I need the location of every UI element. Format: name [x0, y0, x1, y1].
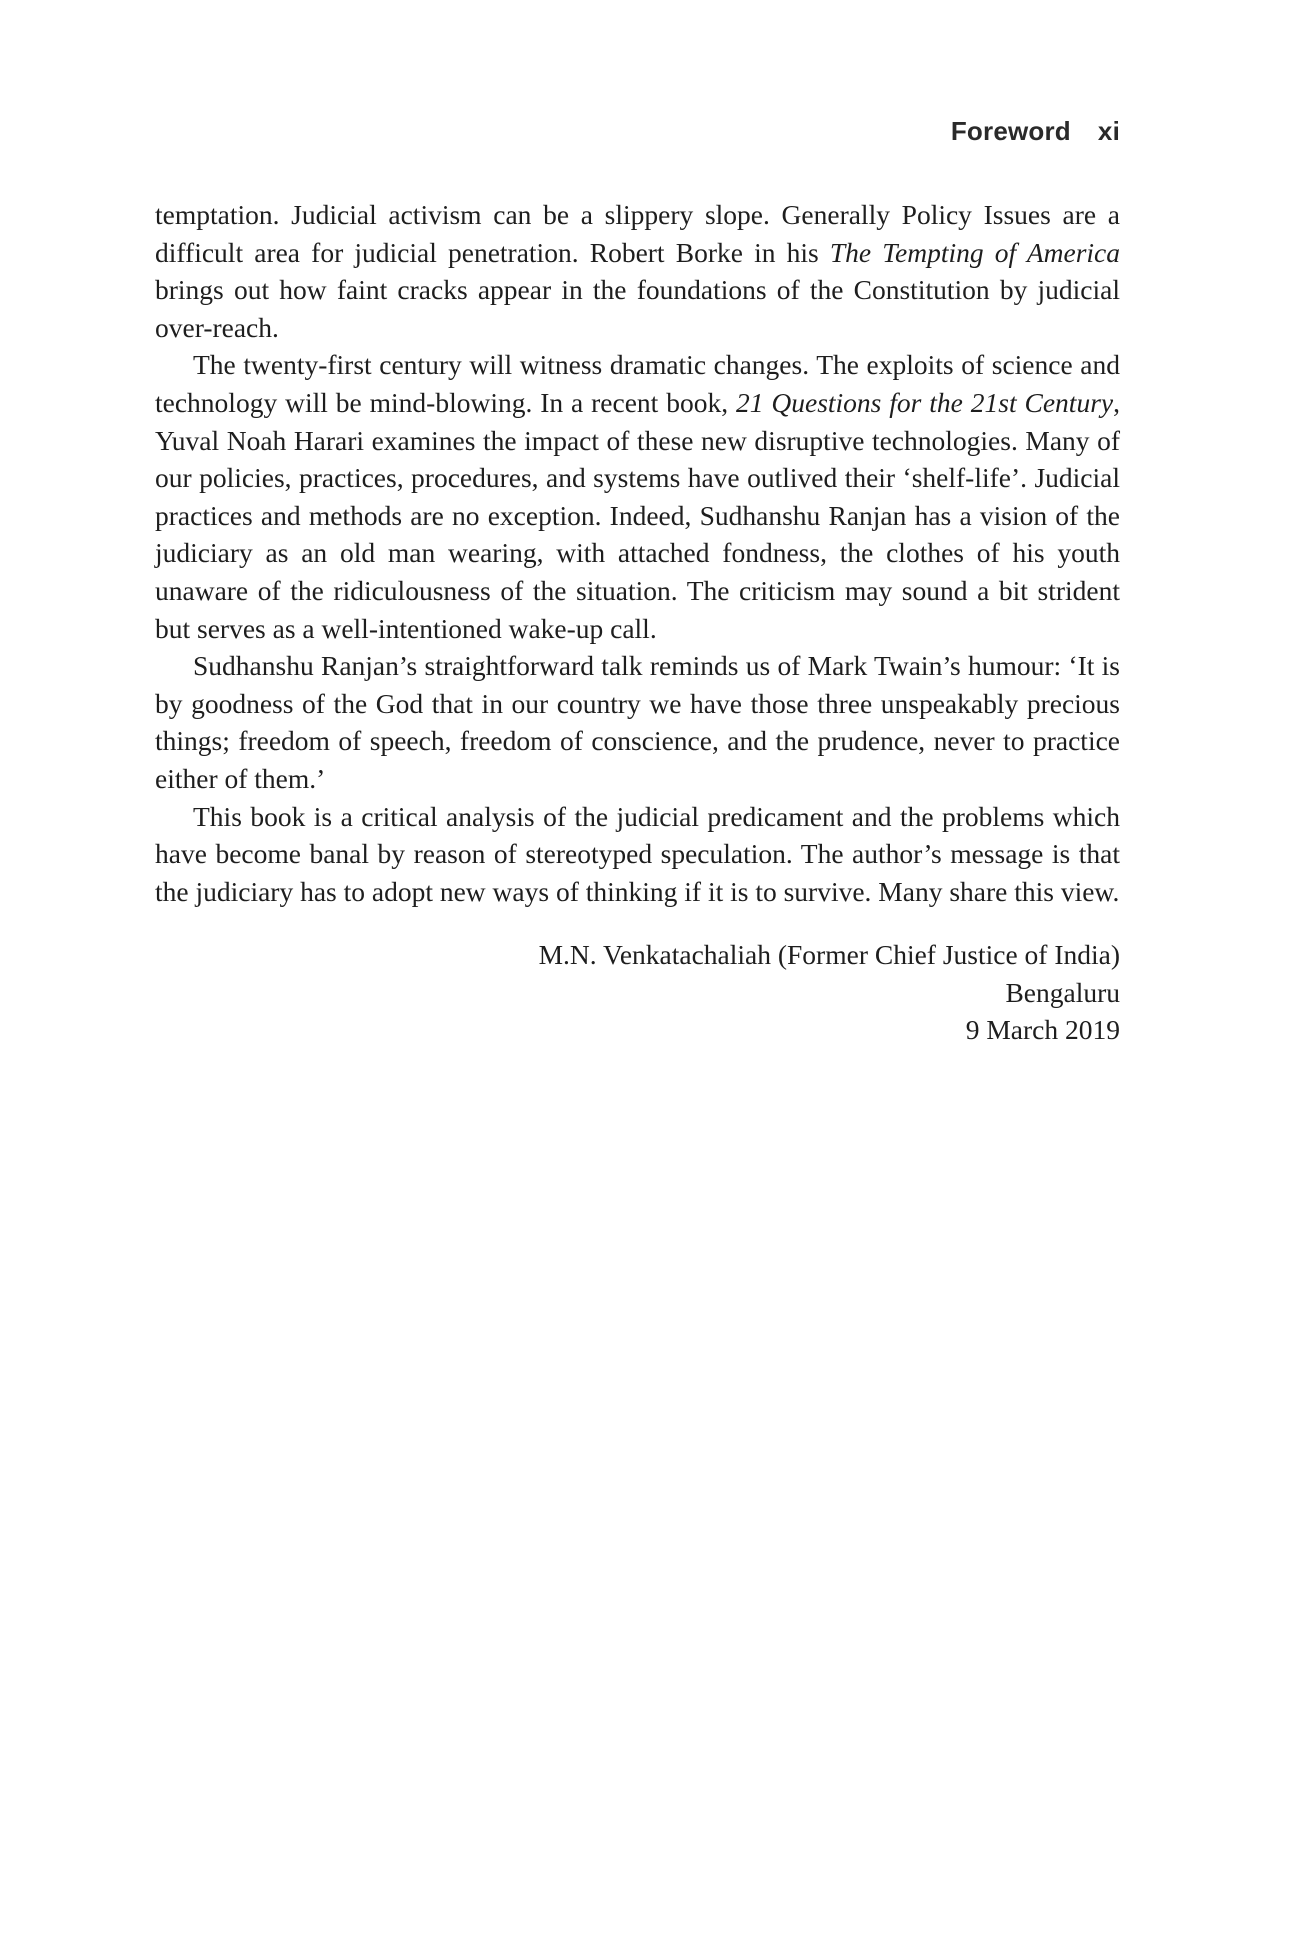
text-run: temptation. Judicial activism can be a slippery slope. Generally Policy Issues are a difficult area for judicial penetration. Robert Borke in his [155, 199, 1120, 268]
text-run: Sudhanshu Ranjan’s straightforward talk reminds us of Mark Twain’s humour: ‘It is by goodness of the God that in our country we have those three unspeakably precious things; freedom of speech, freedom of conscience, and the prudence, never to practice either of them.’ [155, 650, 1120, 794]
book-title-italic: 21 Questions for the 21st Century [735, 386, 1114, 418]
text-run: , Yuval Noah Harari examines the impact of these new disruptive technologies. Many of our policies, practices, procedures, and systems have outlived their ‘shelf-life’. Judicial practices and methods are no exception. Indeed, Sudhanshu Ranjan has a vision of the judiciary as an old man wearing, with attached fondness, the clothes of his youth unaware of the ridiculousness of the situation. The criticism may sound a bit strident but serves as a well-intentioned wake-up call. [155, 386, 1120, 644]
signature-date: 9 March 2019 [965, 1014, 1120, 1046]
text-run: brings out how faint cracks appear in the foundations of the Constitution by judicial over-reach. [155, 274, 1120, 343]
page-number: xi [1097, 116, 1120, 146]
foreword-body [155, 196, 1120, 1049]
running-header [155, 116, 1120, 147]
paragraph-3 [155, 647, 1120, 797]
paragraph-2 [155, 346, 1120, 647]
signature-name: M.N. Venkatachaliah (Former Chief Justice of India) [538, 939, 1120, 971]
text-run: The twenty-first century will witness dramatic changes. The exploits of science and technology will be mind-blowing. In a recent book, [155, 349, 1120, 418]
book-title-italic: The Tempting of America [829, 236, 1120, 268]
paragraph-1 [155, 196, 1120, 346]
signature-place: Bengaluru [1005, 976, 1120, 1008]
text-run: This book is a critical analysis of the judicial predicament and the problems which have become banal by reason of stereotyped speculation. The author’s message is that the judiciary has to adopt new ways of thinking if it is to survive. Many share this view. [155, 800, 1120, 907]
paragraph-4 [155, 798, 1120, 911]
signature-block [155, 936, 1120, 1049]
header-section-title: Foreword [950, 116, 1071, 146]
